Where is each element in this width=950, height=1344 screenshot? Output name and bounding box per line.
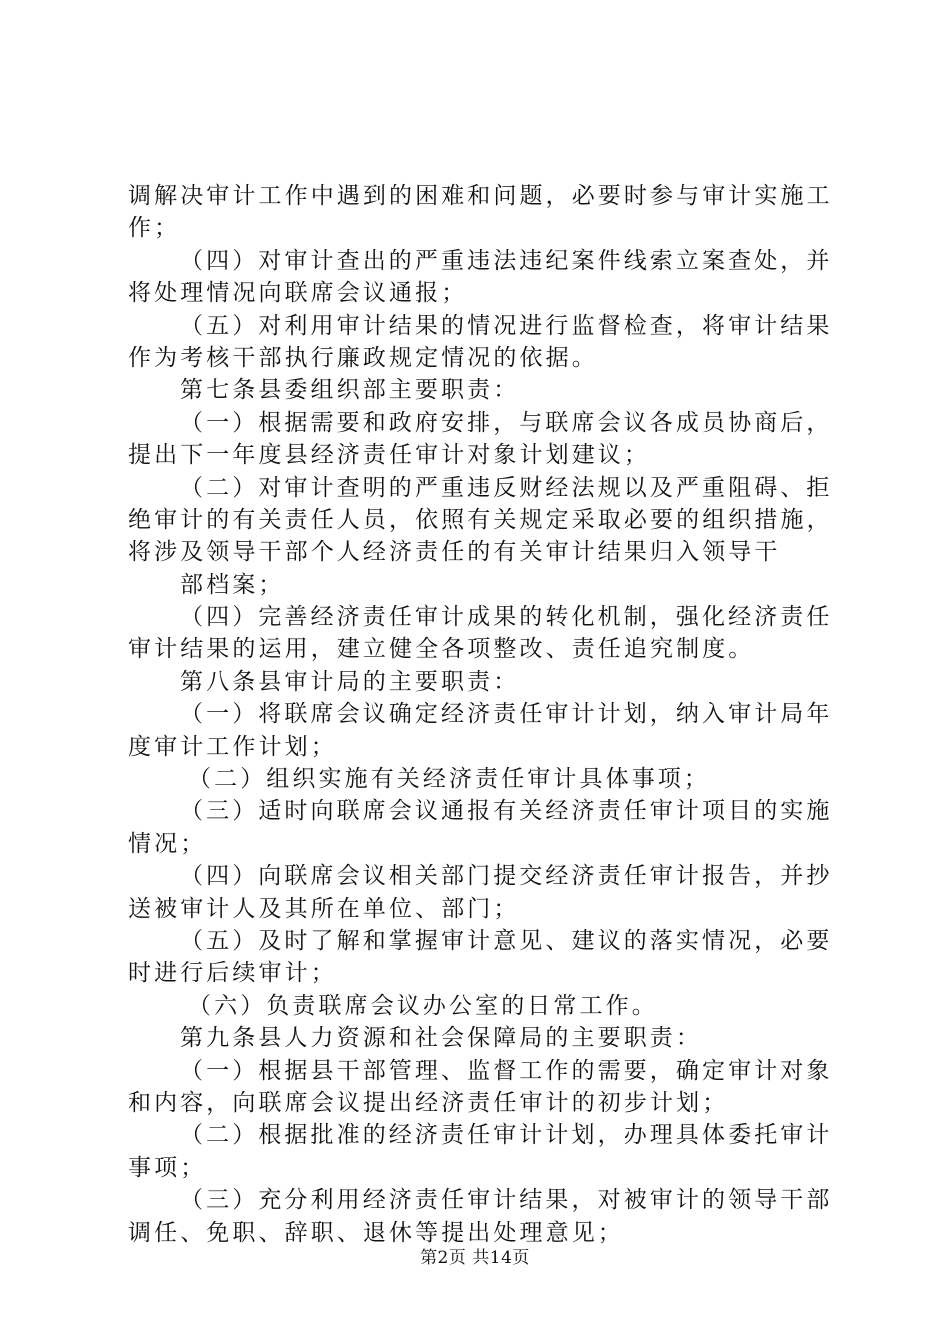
text-line: （三）适时向联席会议通报有关经济责任审计项目的实施 — [180, 798, 833, 825]
text-line: 情况； — [128, 830, 207, 857]
text-line: 调解决审计工作中遇到的困难和问题，必要时参与审计实施工 — [128, 183, 833, 209]
page-footer — [0, 1243, 950, 1268]
text-line: （二）组织实施有关经济责任审计具体事项； — [188, 766, 710, 793]
text-line: 送被审计人及其所在单位、部门； — [128, 895, 520, 922]
document-body — [128, 180, 836, 1249]
text-line: （四）向联席会议相关部门提交经济责任审计报告，并抄 — [180, 863, 833, 890]
page-number: 第2页 共14页 — [420, 1248, 530, 1268]
text-line: （一）将联席会议确定经济责任审计计划，纳入审计局年 — [180, 701, 833, 728]
text-line: 时进行后续审计； — [128, 960, 337, 987]
text-line: 和内容，向联席会议提出经济责任审计的初步计划； — [128, 1089, 729, 1116]
text-line: （一）根据县干部管理、监督工作的需要，确定审计对象 — [180, 1057, 833, 1084]
text-line: 将涉及领导干部个人经济责任的有关审计结果归入领导干 — [128, 539, 781, 566]
text-line: 部档案； — [180, 571, 285, 598]
text-line: （二）对审计查明的严重违反财经法规以及严重阻碍、拒 — [180, 474, 833, 501]
text-line: 将处理情况向联席会议通报； — [128, 280, 468, 307]
text-line: （五）对利用审计结果的情况进行监督检查，将审计结果 — [180, 312, 833, 339]
text-line: （六）负责联席会议办公室的日常工作。 — [188, 992, 658, 1019]
text-line: 作为考核干部执行廉政规定情况的依据。 — [128, 344, 598, 371]
text-line: （一）根据需要和政府安排，与联席会议各成员协商后， — [180, 409, 833, 436]
text-line: 事项； — [128, 1154, 207, 1181]
text-line: 绝审计的有关责任人员，依照有关规定采取必要的组织措施， — [128, 506, 833, 533]
text-line: 调任、免职、辞职、退休等提出处理意见； — [128, 1219, 624, 1246]
text-line: （二）根据批准的经济责任审计计划，办理具体委托审计 — [180, 1122, 833, 1149]
section-heading: 第七条县委组织部主要职责： — [180, 377, 520, 404]
text-line: 度审计工作计划； — [128, 733, 337, 760]
section-heading: 第八条县审计局的主要职责： — [180, 668, 520, 695]
text-line: 提出下一年度县经济责任审计对象计划建议； — [128, 442, 650, 469]
text-line: （五）及时了解和掌握审计意见、建议的落实情况，必要 — [180, 927, 833, 954]
text-line: 审计结果的运用，建立健全各项整改、责任追究制度。 — [128, 636, 755, 663]
section-heading: 第九条县人力资源和社会保障局的主要职责： — [180, 1025, 702, 1052]
text-line: （四）完善经济责任审计成果的转化机制，强化经济责任 — [180, 604, 833, 631]
text-line: （三）充分利用经济责任审计结果，对被审计的领导干部 — [180, 1187, 833, 1214]
text-line: 作； — [128, 215, 181, 242]
text-line: （四）对审计查出的严重违法违纪案件线索立案查处，并 — [180, 247, 833, 274]
